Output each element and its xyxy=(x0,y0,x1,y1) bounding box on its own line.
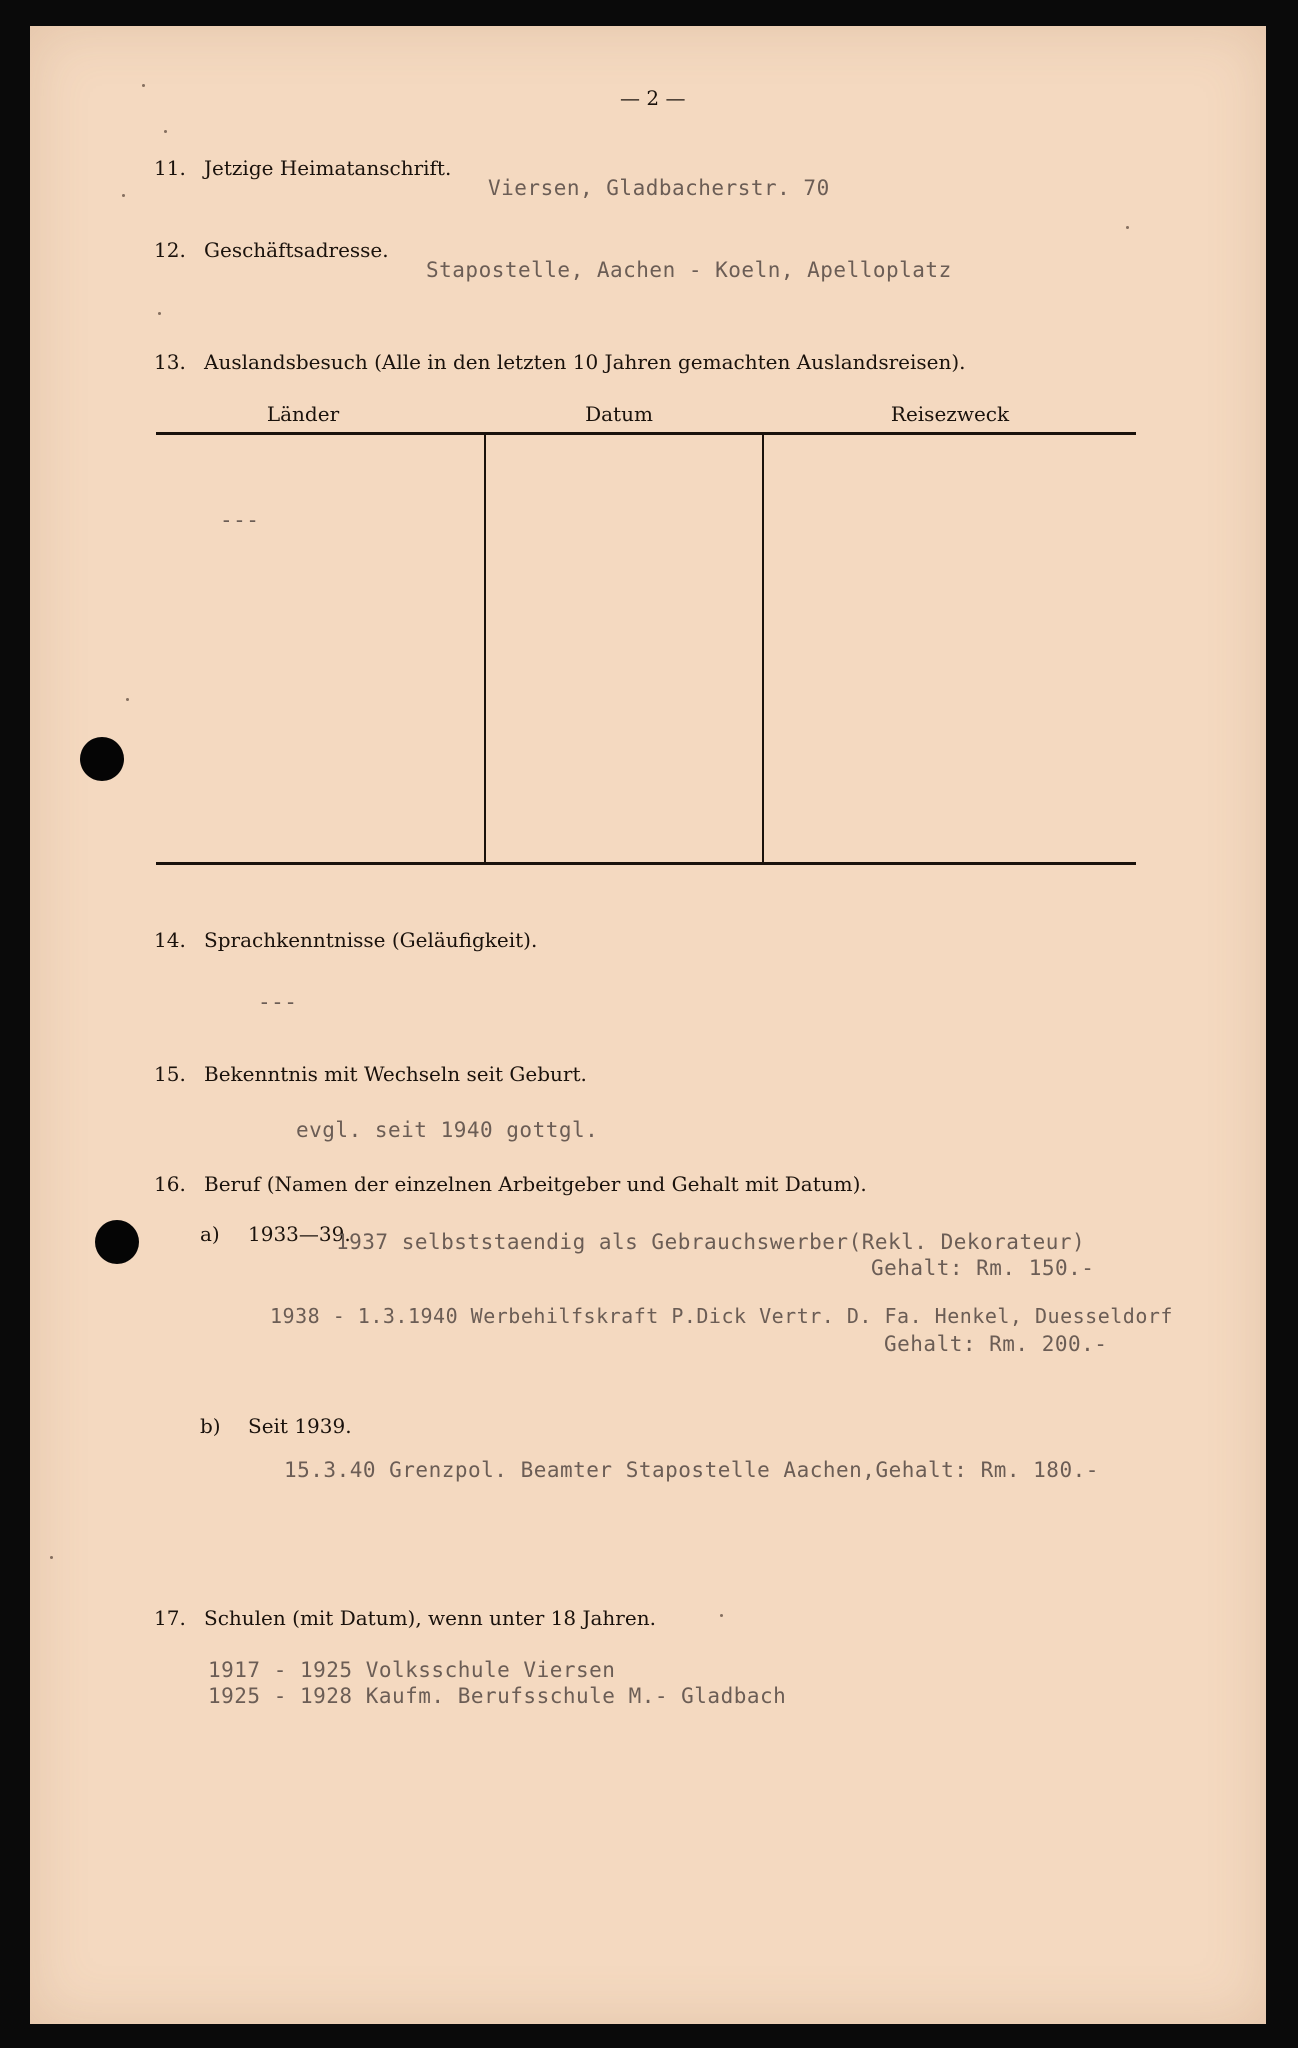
item-15-number: 15. xyxy=(154,1062,186,1086)
paper-speck xyxy=(122,194,125,197)
item-17-line1: 1917 - 1925 Volksschule Viersen xyxy=(208,1658,616,1682)
paper-speck xyxy=(158,312,161,315)
table-top-rule xyxy=(156,432,1136,435)
item-14-value: --- xyxy=(258,990,298,1014)
item-12-number: 12. xyxy=(154,238,186,262)
item-16a-line1: 1937 selbststaendig als Gebrauchswerber(Rekl. Dekorateur) xyxy=(336,1230,1086,1254)
paper-speck xyxy=(164,130,167,133)
item-17-line2: 1925 - 1928 Kaufm. Berufsschule M.- Gladbach xyxy=(208,1684,787,1708)
item-16a-line1-salary: Gehalt: Rm. 150.- xyxy=(871,1256,1095,1280)
paper-speck xyxy=(1126,226,1129,229)
item-11-value: Viersen, Gladbacherstr. 70 xyxy=(488,176,830,200)
item-14-label: Sprachkenntnisse (Geläufigkeit). xyxy=(204,928,538,952)
item-14-number: 14. xyxy=(154,928,186,952)
item-12-value: Stapostelle, Aachen - Koeln, Apelloplatz xyxy=(426,258,952,282)
item-16a-label: a) xyxy=(200,1222,220,1246)
item-16a-line2: 1938 - 1.3.1940 Werbehilfskraft P.Dick Vertr. D. Fa. Henkel, Duesseldorf xyxy=(270,1304,1173,1328)
item-11-number: 11. xyxy=(154,156,186,180)
table-header-laender: Länder xyxy=(266,402,340,426)
paper-speck xyxy=(720,1614,723,1617)
paper-speck xyxy=(50,1556,53,1559)
page-number: — 2 — xyxy=(620,86,686,110)
punch-hole-top xyxy=(80,737,124,781)
item-15-label: Bekenntnis mit Wechseln seit Geburt. xyxy=(204,1062,587,1086)
document-page xyxy=(30,26,1266,2024)
table-cell-laender: --- xyxy=(220,508,260,532)
item-17-label: Schulen (mit Datum), wenn unter 18 Jahren. xyxy=(204,1606,656,1630)
item-11-label: Jetzige Heimatanschrift. xyxy=(204,156,452,180)
punch-hole-bottom xyxy=(95,1220,139,1264)
table-header-reisezweck: Reisezweck xyxy=(890,402,1010,426)
table-bottom-rule xyxy=(156,862,1136,865)
item-16a-line2-salary: Gehalt: Rm. 200.- xyxy=(884,1332,1108,1356)
item-16b-text: Seit 1939. xyxy=(248,1414,352,1438)
item-16b-label: b) xyxy=(200,1414,221,1438)
item-16-number: 16. xyxy=(154,1172,186,1196)
item-17-number: 17. xyxy=(154,1606,186,1630)
table-column-divider-1 xyxy=(484,435,486,863)
item-13-label: Auslandsbesuch (Alle in den letzten 10 Jahren gemachten Auslandsreisen). xyxy=(204,350,966,374)
item-16a-years: 1933—39. xyxy=(248,1222,351,1246)
item-13-number: 13. xyxy=(154,350,186,374)
item-15-value: evgl. seit 1940 gottgl. xyxy=(296,1118,599,1142)
paper-speck xyxy=(142,84,145,87)
paper-speck xyxy=(126,698,129,701)
item-12-label: Geschäftsadresse. xyxy=(204,238,389,262)
table-header-datum: Datum xyxy=(585,402,653,426)
table-column-divider-2 xyxy=(762,435,764,863)
item-16-label: Beruf (Namen der einzelnen Arbeitgeber und Gehalt mit Datum). xyxy=(204,1172,867,1196)
item-16b-line1: 15.3.40 Grenzpol. Beamter Stapostelle Aachen,Gehalt: Rm. 180.- xyxy=(284,1458,1099,1482)
